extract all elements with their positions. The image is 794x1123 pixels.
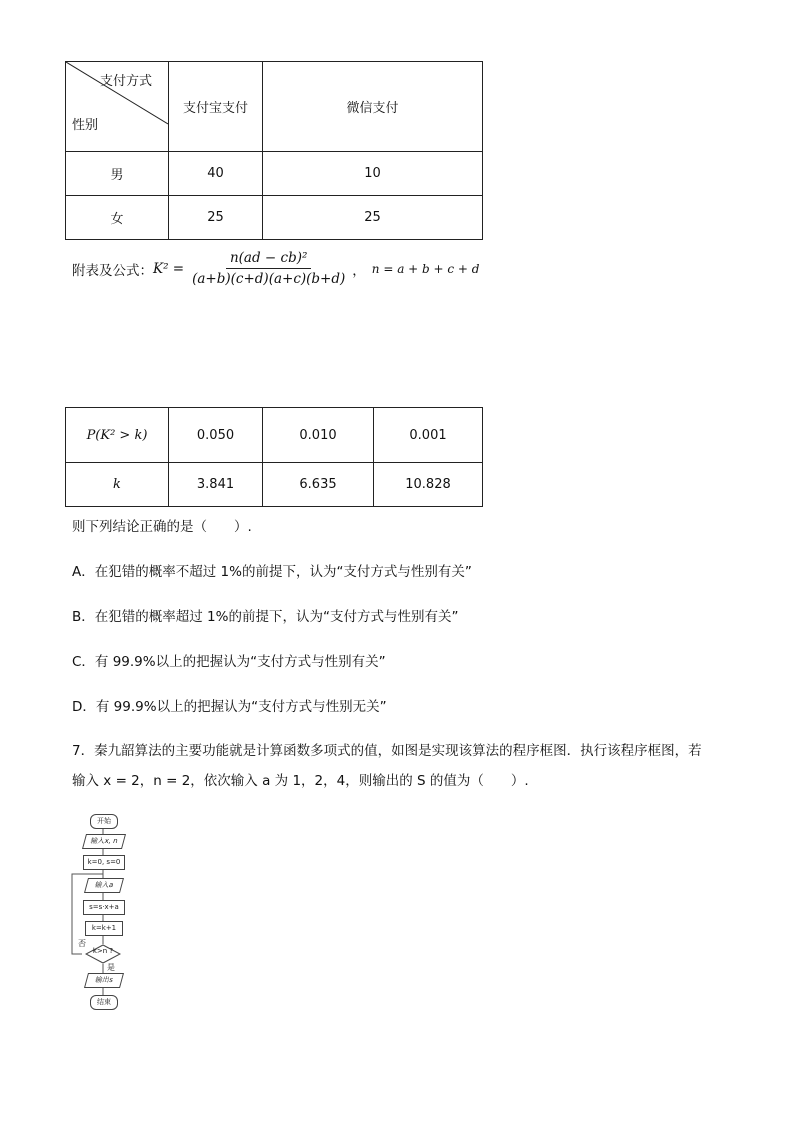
flow-input-xn: 输入x, n <box>82 834 126 849</box>
option-b: B．在犯错的概率超过 1%的前提下，认为“支付方式与性别有关” <box>72 609 459 625</box>
probability-header: P(K² > k) <box>66 408 169 463</box>
formula-lhs: K² = <box>153 260 185 277</box>
q7-line-1: 7．秦九韶算法的主要功能就是计算函数多项式的值，如图是实现该算法的程序框图．执行该程序框图，若 <box>72 743 702 759</box>
table-cell: 0.001 <box>374 408 483 463</box>
table-cell: 10 <box>263 152 483 196</box>
formula-numerator: n(ad − cb)² <box>226 250 311 269</box>
table-row <box>66 463 483 507</box>
option-a: A．在犯错的概率不超过 1%的前提下，认为“支付方式与性别有关” <box>72 564 472 580</box>
flowchart <box>60 810 150 1020</box>
option-c: C．有 99.9%以上的把握认为“支付方式与性别有关” <box>72 654 386 670</box>
option-d: D．有 99.9%以上的把握认为“支付方式与性别无关” <box>72 699 387 715</box>
flow-update-k: k=k+1 <box>85 921 123 936</box>
flow-input-a: 输入a <box>84 878 124 893</box>
flow-end: 结束 <box>90 995 118 1010</box>
table-cell: 40 <box>169 152 263 196</box>
table-cell: 25 <box>263 196 483 240</box>
flow-condition <box>85 944 121 964</box>
flow-start: 开始 <box>90 814 118 829</box>
flow-no-label: 否 <box>78 939 86 948</box>
formula-separator: ， <box>352 262 366 279</box>
formula-denominator: (a+b)(c+d)(a+c)(b+d) <box>192 271 346 287</box>
critical-value-table <box>65 407 483 507</box>
column-header: 支付宝支付 <box>169 62 263 152</box>
condition-label: k>n ? <box>92 947 114 955</box>
row-label: 女 <box>66 196 169 240</box>
formula-line <box>72 250 479 287</box>
flow-yes-label: 是 <box>107 963 115 972</box>
corner-bottom-label: 性别 <box>72 118 99 133</box>
flow-init: k=0, s=0 <box>83 855 125 870</box>
question-text: 则下列结论正确的是（ ）. <box>72 519 252 535</box>
q7-line-2: 输入 x = 2，n = 2，依次输入 a 为 1，2，4，则输出的 S 的值为（ ）. <box>72 773 529 789</box>
table-row <box>66 152 483 196</box>
formula-prefix: 附表及公式： <box>72 262 153 279</box>
table-cell: 6.635 <box>263 463 374 507</box>
corner-top-label: 支付方式 <box>100 74 153 89</box>
table-cell: 10.828 <box>374 463 483 507</box>
table-cell: 3.841 <box>169 463 263 507</box>
flow-update-s: s=s·x+a <box>83 900 125 915</box>
column-header: 微信支付 <box>263 62 483 152</box>
table-cell: 25 <box>169 196 263 240</box>
table-row <box>66 408 483 463</box>
table-cell: 0.010 <box>263 408 374 463</box>
k-row-label: k <box>66 463 169 507</box>
table-row <box>66 196 483 240</box>
flow-output: 输出s <box>84 973 124 988</box>
table-cell: 0.050 <box>169 408 263 463</box>
formula-n-definition: n = a + b + c + d <box>371 261 480 276</box>
formula-fraction <box>188 250 349 287</box>
payment-gender-table <box>65 61 483 240</box>
table-corner-cell <box>66 62 169 152</box>
row-label: 男 <box>66 152 169 196</box>
